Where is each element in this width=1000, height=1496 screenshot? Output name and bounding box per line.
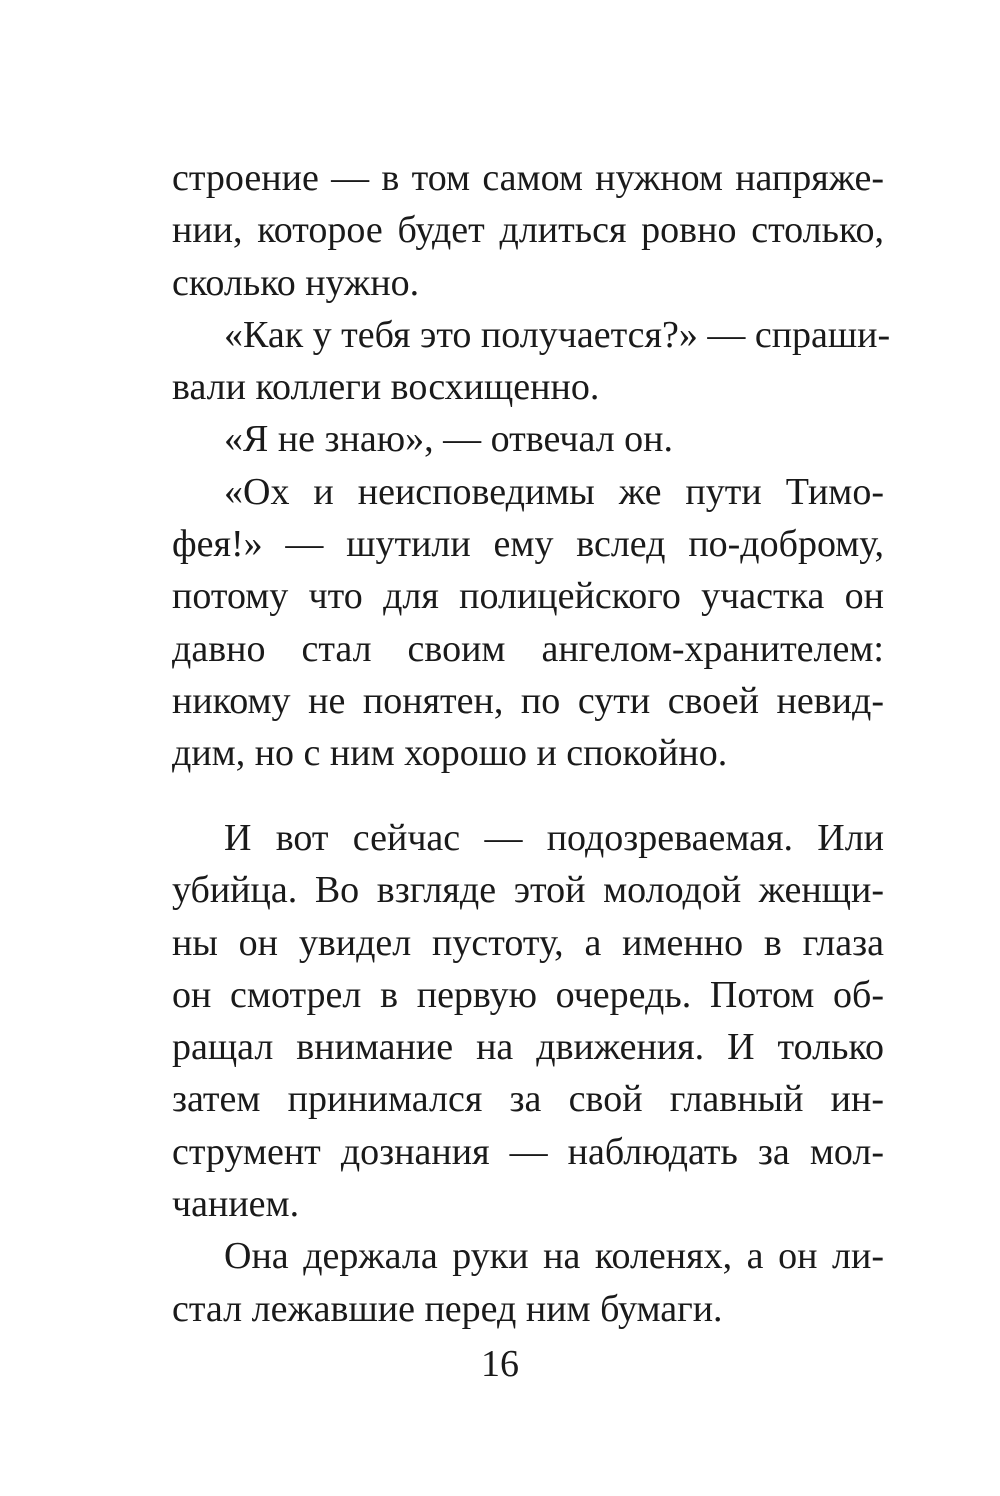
text-line: строение — в том самом нужном напряже-: [172, 157, 884, 199]
text-line: «Как у тебя это получается?» — спраши-: [224, 313, 891, 356]
text-line: вали коллеги восхищенно.: [172, 366, 600, 409]
text-line: «Я не знаю», — отвечал он.: [224, 418, 674, 461]
text-line: фея!» — шутили ему вслед по-доброму,: [172, 523, 884, 566]
text-line: стал лежавшие перед ним бумаги.: [172, 1287, 723, 1330]
text-line: струмент дознания — наблюдать за мол-: [172, 1130, 884, 1173]
text-line: Она держала руки на коленях, а он ли-: [224, 1235, 884, 1278]
text-line: ны он увидел пустоту, а именно в глаза: [172, 921, 884, 964]
text-line: дим, но с ним хорошо и спокойно.: [172, 732, 728, 775]
text-line: чанием.: [172, 1183, 300, 1226]
text-line: он смотрел в первую очередь. Потом об-: [172, 973, 884, 1016]
text-line: «Ох и неисповедимы же пути Тимо-: [224, 470, 884, 513]
text-line: ращал внимание на движения. И только: [172, 1026, 884, 1069]
text-line: убийца. Во взгляде этой молодой женщи-: [172, 869, 884, 912]
text-line: сколько нужно.: [172, 261, 420, 304]
text-line: никому не понятен, по сути своей невид-: [172, 679, 884, 722]
text-line: потому что для полицейского участка он: [172, 575, 884, 618]
text-line: затем принимался за свой главный ин-: [172, 1078, 884, 1121]
text-line: нии, которое будет длиться ровно столько,: [172, 209, 884, 252]
text-line: давно стал своим ангелом-хранителем:: [172, 627, 884, 670]
text-section-2: [172, 812, 884, 1335]
text-section-1: [172, 152, 891, 780]
page-number: 16: [481, 1343, 519, 1385]
text-line: И вот сейчас — подозреваемая. Или: [224, 817, 884, 859]
